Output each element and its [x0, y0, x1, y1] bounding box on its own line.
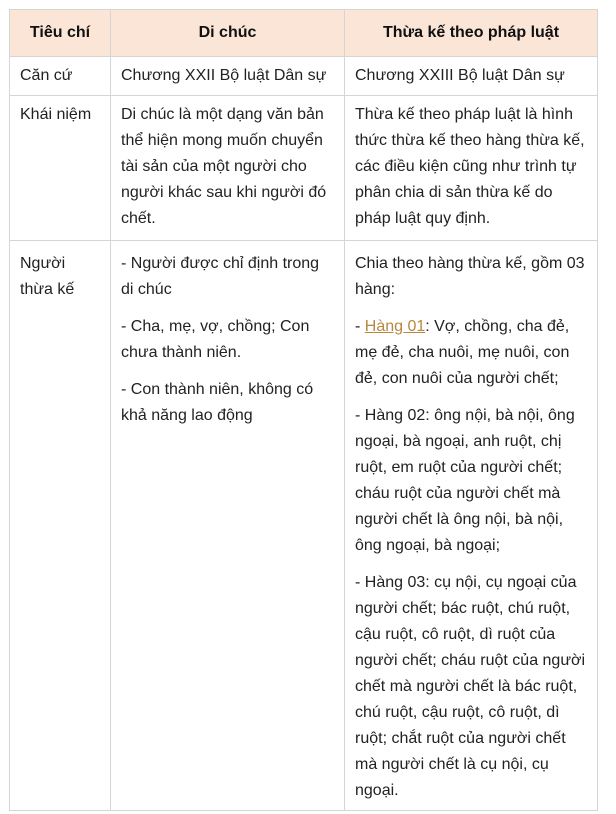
- cell-concept-label: Khái niệm: [10, 96, 111, 241]
- law-heir-rank-2: - Hàng 02: ông nội, bà nội, ông ngoại, bà ngoại, anh ruột, chị ruột, em ruột của người chết; cháu ruột của người chết mà người chết là ông nội, bà nội, ông ngoại, bà ngoại;: [355, 407, 575, 554]
- cell-heirs-label: Người thừa kế: [10, 241, 111, 811]
- rank-1-link[interactable]: Hàng 01: [364, 318, 426, 335]
- law-heir-rank-3: - Hàng 03: cụ nội, cụ ngoại của người chết; bác ruột, chú ruột, cậu ruột, cô ruột, dì ruột của người chết; cháu ruột của người chết mà người chết là bác ruột, chú ruột, cậu ruột, cô ruột, dì ruột; chắt ruột của người chết mà người chết là cụ nội, cụ ngoại.: [355, 574, 586, 799]
- cell-basis-law: Chương XXIII Bộ luật Dân sự: [345, 57, 598, 96]
- comparison-table: [9, 9, 598, 811]
- law-heir-rank-1: [355, 314, 587, 392]
- header-row: [10, 10, 598, 57]
- cell-basis-will: Chương XXII Bộ luật Dân sự: [111, 57, 345, 96]
- will-heir-item: - Cha, mẹ, vợ, chồng; Con chưa thành niên.: [121, 318, 310, 361]
- law-heirs-intro: Chia theo hàng thừa kế, gồm 03 hàng:: [355, 255, 585, 298]
- rank-1-text: : Vợ, chồng, cha đẻ, mẹ đẻ, cha nuôi, mẹ nuôi, con đẻ, con nuôi của người chết;: [355, 318, 570, 387]
- table-row-basis: [10, 57, 598, 96]
- cell-heirs-law: [345, 241, 598, 811]
- cell-basis-label: Căn cứ: [10, 57, 111, 96]
- table-row-heirs: [10, 241, 598, 811]
- cell-concept-law: Thừa kế theo pháp luật là hình thức thừa kế theo hàng thừa kế, các điều kiện cũng như trình tự phân chia di sản thừa kế do pháp luật quy định.: [345, 96, 598, 241]
- table-body: [10, 57, 598, 811]
- table-row-concept: [10, 96, 598, 241]
- header-criteria: Tiêu chí: [10, 10, 111, 57]
- will-heir-item: - Con thành niên, không có khả năng lao động: [121, 381, 314, 424]
- header-law: Thừa kế theo pháp luật: [345, 10, 598, 57]
- cell-concept-will: Di chúc là một dạng văn bản thể hiện mong muốn chuyển tài sản của một người cho người khác sau khi người đó chết.: [111, 96, 345, 241]
- cell-heirs-will: [111, 241, 345, 811]
- table-header: [10, 10, 598, 57]
- header-will: Di chúc: [111, 10, 345, 57]
- will-heir-item: - Người được chỉ định trong di chúc: [121, 255, 320, 298]
- rank-1-prefix: -: [355, 318, 365, 335]
